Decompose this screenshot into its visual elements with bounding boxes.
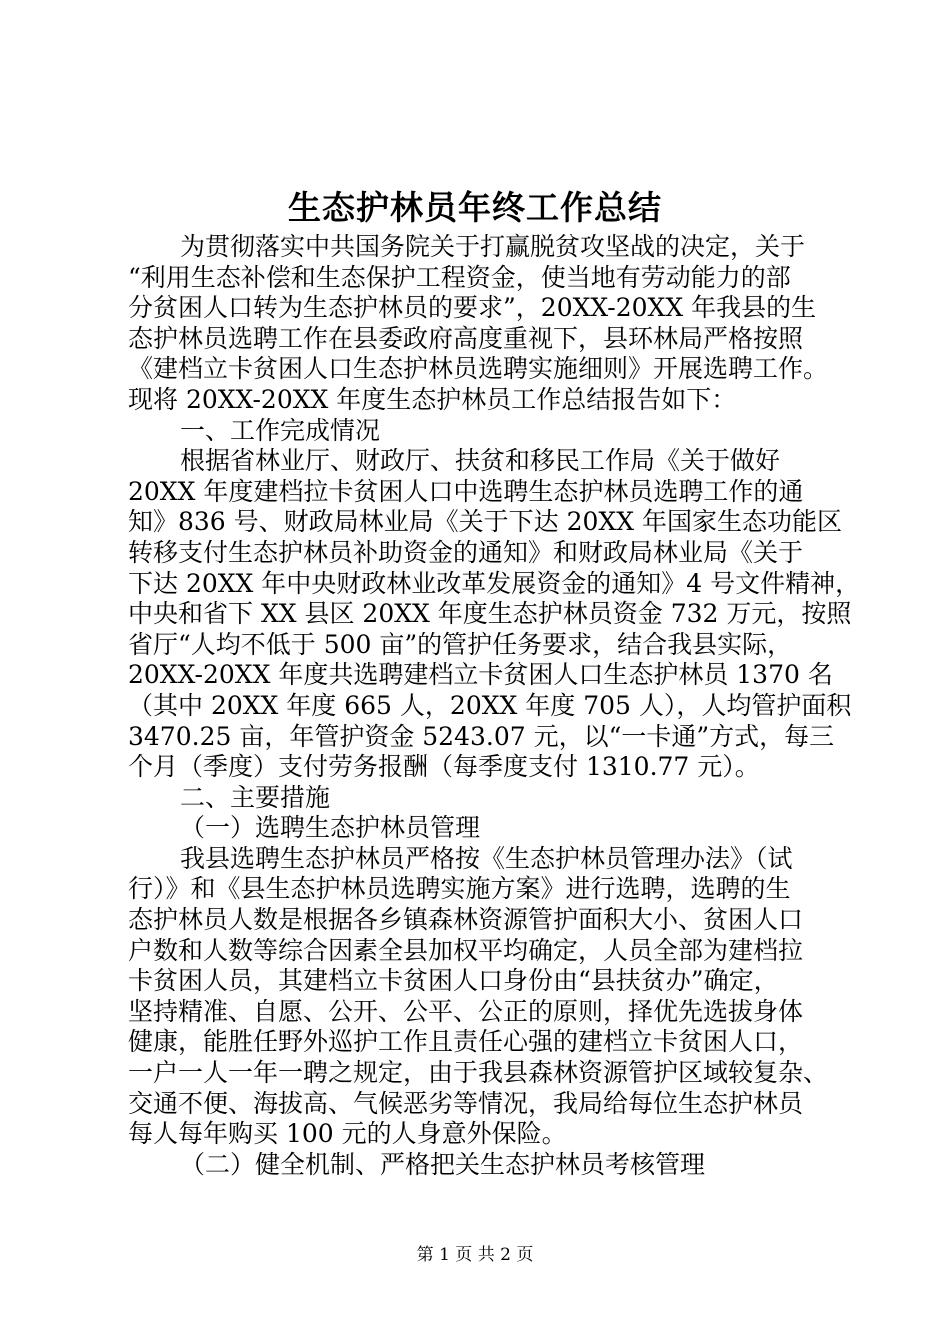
paragraph-line: 转移支付生态护林员补助资金的通知》和财政局林业局《关于 xyxy=(128,537,804,567)
paragraph-line: （其中 20XX 年度 665 人，20XX 年度 705 人），人均管护面积 xyxy=(128,690,852,720)
paragraph-line: 健康，能胜任野外巡护工作且责任心强的建档立卡贫困人口， xyxy=(128,1027,804,1057)
document-body xyxy=(128,232,861,1180)
paragraph-line: 坚持精准、自愿、公开、公平、公正的原则，择优先选拔身体 xyxy=(128,996,804,1026)
paragraph-line: 知》836 号、财政局林业局《关于下达 20XX 年国家生态功能区 xyxy=(128,507,842,537)
paragraph-line: 态护林员人数是根据各乡镇森林资源管护面积大小、贫困人口 xyxy=(128,905,804,935)
paragraph-line: 《建档立卡贫困人口生态护林员选聘实施细则》开展选聘工作。 xyxy=(128,354,829,384)
paragraph-line: 分贫困人口转为生态护林员的要求”，20XX-20XX 年我县的生 xyxy=(128,293,817,323)
paragraph-line: 20XX-20XX 年度共选聘建档立卡贫困人口生态护林员 1370 名 xyxy=(128,660,833,690)
paragraph-line: 省厅“人均不低于 500 亩”的管护任务要求，结合我县实际， xyxy=(128,629,793,659)
paragraph-line: 我县选聘生态护林员严格按《生态护林员管理办法》（试 xyxy=(180,843,793,873)
paragraph-line: 为贯彻落实中共国务院关于打赢脱贫攻坚战的决定，关于 xyxy=(180,232,806,261)
subsection-heading: （二）健全机制、严格把关生态护林员考核管理 xyxy=(180,1149,706,1179)
paragraph-line: 20XX 年度建档拉卡贫困人口中选聘生态护林员选聘工作的通 xyxy=(128,476,804,506)
document-title: 生态护林员年终工作总结 xyxy=(288,188,662,227)
paragraph-line: “利用生态补偿和生态保护工程资金，使当地有劳动能力的部 xyxy=(128,262,791,292)
page-footer: 第 1 页 共 2 页 xyxy=(416,1245,534,1265)
paragraph-line: 现将 20XX-20XX 年度生态护林员工作总结报告如下： xyxy=(128,384,737,414)
section-heading: 二、主要措施 xyxy=(180,782,331,812)
paragraph-line: 中央和省下 XX 县区 20XX 年度生态护林员资金 732 万元，按照 xyxy=(128,599,852,629)
paragraph-line: 态护林员选聘工作在县委政府高度重视下，县环林局严格按照 xyxy=(128,323,804,353)
paragraph-line: 每人每年购买 100 元的人身意外保险。 xyxy=(128,1119,567,1149)
paragraph-line: 3470.25 亩，年管护资金 5243.07 元，以“一卡通”方式，每三 xyxy=(128,721,835,751)
subsection-heading: （一）选聘生态护林员管理 xyxy=(180,813,481,843)
paragraph-line: 个月（季度）支付劳务报酬（每季度支付 1310.77 元）。 xyxy=(128,752,760,782)
paragraph-line: 交通不便、海拔高、气候恶劣等情况，我局给每位生态护林员 xyxy=(128,1088,804,1118)
paragraph-line: 一户一人一年一聘之规定，由于我县森林资源管护区域较复杂、 xyxy=(128,1058,829,1088)
paragraph-line: 根据省林业厅、财政厅、扶贫和移民工作局《关于做好 xyxy=(180,446,781,476)
paragraph-line: 户数和人数等综合因素全县加权平均确定，人员全部为建档拉 xyxy=(128,935,804,965)
paragraph-line: 卡贫困人员，其建档立卡贫困人口身份由“县扶贫办”确定， xyxy=(128,966,779,996)
paragraph-line: 下达 20XX 年中央财政林业改革发展资金的通知》4 号文件精神， xyxy=(128,568,861,598)
paragraph-line: 行）》和《县生态护林员选聘实施方案》进行选聘，选聘的生 xyxy=(128,874,791,904)
section-heading: 一、工作完成情况 xyxy=(180,415,381,445)
